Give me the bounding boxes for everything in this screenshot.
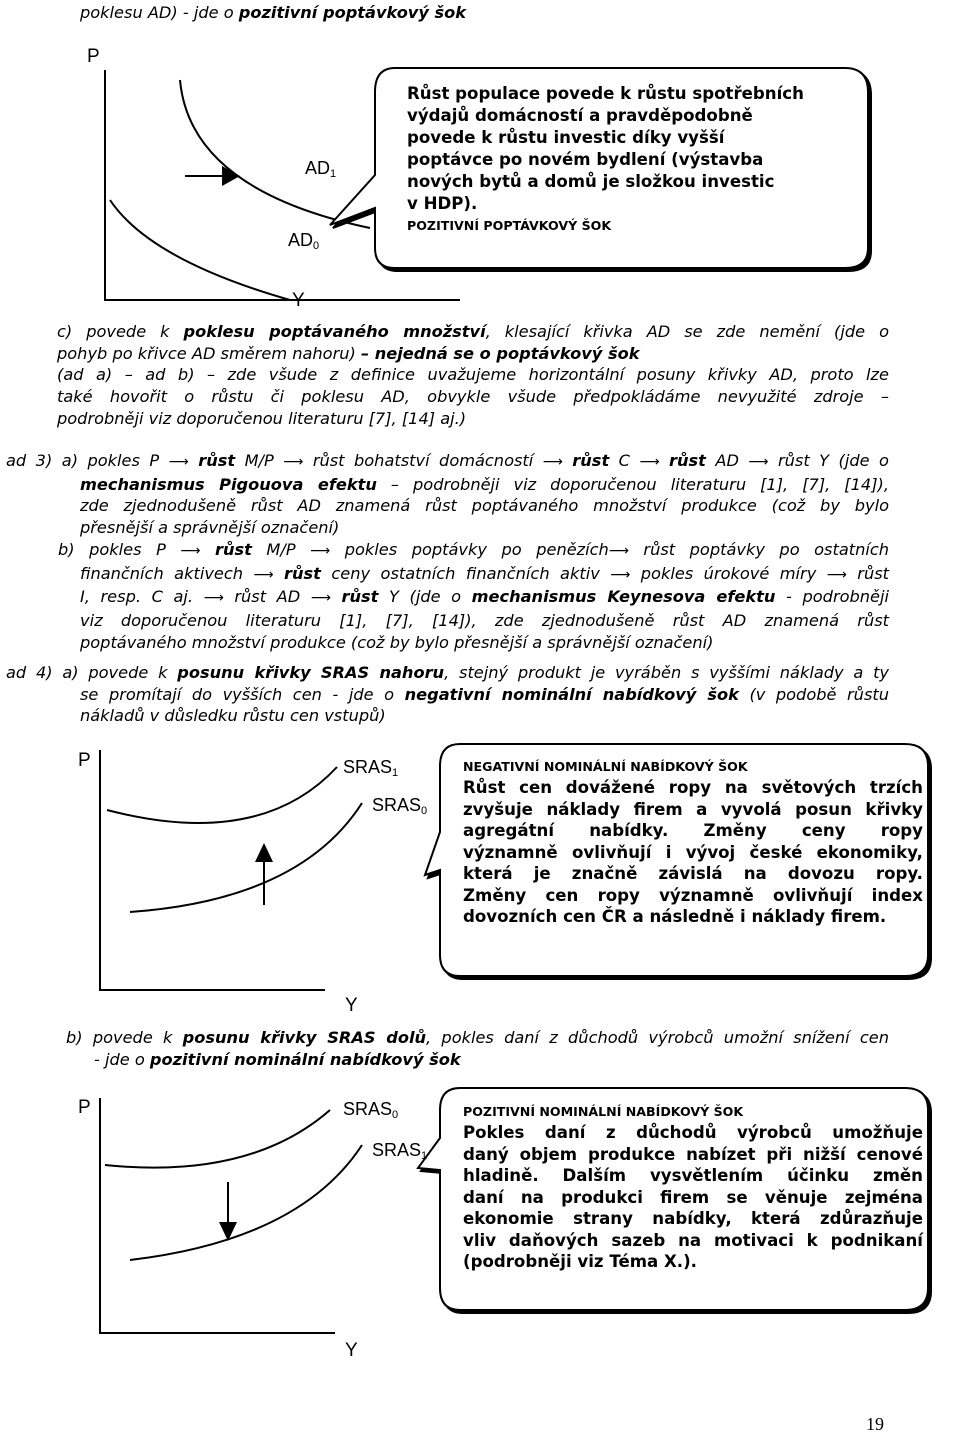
fig1-bubble-title: POZITIVNÍ POPTÁVKOVÝ ŠOK: [407, 218, 612, 233]
paragraph-b: b) povede k posunu křivky SRAS dolů, pokles daní z důchodů výrobců umožní snížení cen - jde o pozitivní nominální nabídkový šok: [66, 1028, 889, 1069]
paragraph-ad3: ad 3) a) pokles P ⟶ růst M/P ⟶ růst bohatství domácností ⟶ růst C ⟶ růst AD ⟶ růst Y (jde o mechanismus Pigouova efektu – podrobněji viz doporučenou literaturu [1], [7], [14]), zde zjednodušeně růst AD znamená růst poptávaného množství produkce (což by bylo přesnější a správnější označení) b) pokles P ⟶ růst M/P ⟶ pokles poptávky po penězích⟶ růst poptávky po ostatních finančních aktivech ⟶ růst ceny ostatních finančních aktiv ⟶ pokles úrokové míry ⟶ růst I, resp. C aj. ⟶ růst AD ⟶ růst Y (jde o mechanismus Keynesova efektu - podrobněji viz doporučenou literaturu [1], [7], [14]), zde zjednodušeně růst AD znamená růst poptávaného množství produkce (což by bylo přesnější a správnější označení): [6, 451, 889, 652]
top-line-emphasis: pozitivní poptávkový šok: [238, 3, 467, 22]
fig1-y-axis-label: Y: [292, 290, 305, 311]
fig1-ad0-curve: [110, 200, 290, 300]
fig2-sras0-label: $SRAS_0$: [372, 795, 428, 817]
fig3-y-axis-label: Y: [345, 1340, 358, 1361]
arrow-icon: ⟶: [748, 454, 769, 470]
fig3-bubble-text: POZITIVNÍ NOMINÁLNÍ NABÍDKOVÝ ŠOK Pokles daní z důchodů výrobců umožňuje daný objem produkce nabízet při nižší cenové hladině. Dalším vysvětlením účinku změn daní na produkci firem se věnuje zejména ekonomie strany nabídky, která zdůrazňuje vliv daňových sazeb na motivaci k podnikaní (podrobněji viz Téma X.).: [463, 1104, 923, 1271]
fig1-ad1-curve: [180, 80, 370, 228]
page-number: 19: [866, 1414, 884, 1434]
fig2-bubble-text: NEGATIVNÍ NOMINÁLNÍ NABÍDKOVÝ ŠOK Růst cen dovážené ropy na světových trzích zvyšuje náklady firem a vyvolá posun křivky agregátní nabídky. Změny ceny ropy významně ovlivňují i vývoj české ekonomiky, která je značně závislá na dovozu ropy. Změny cen ropy významně ovlivňují index dovozních cen ČR a následně i náklady firem.: [463, 759, 923, 926]
fig3-axes: [100, 1098, 335, 1333]
fig2-shift-arrow-up: [255, 843, 273, 905]
fig3-p-axis-label: P: [78, 1097, 91, 1118]
arrow-icon: ⟶: [203, 590, 224, 607]
fig2-sras1-label: $SRAS_1$: [343, 757, 399, 779]
fig3-sras1-curve: [130, 1145, 362, 1260]
top-line: poklesu AD) - jde o pozitivní poptávkový šok: [80, 3, 467, 22]
fig3-bubble-title: POZITIVNÍ NOMINÁLNÍ NABÍDKOVÝ ŠOK: [463, 1104, 744, 1119]
fig1-ad0-label: $AD_0$: [288, 230, 320, 252]
arrow-icon: ⟶: [168, 454, 189, 470]
fig2-sras1-curve: [107, 767, 337, 823]
fig1-ad1-label: $AD_1$: [305, 158, 337, 180]
arrow-icon: ⟶: [826, 566, 847, 583]
fig3-sras0-curve: [105, 1110, 330, 1168]
arrow-icon: ⟶: [542, 454, 563, 470]
fig2-sras0-curve: [130, 803, 362, 912]
fig3-shift-arrow-down: [219, 1182, 237, 1241]
paragraph-ad4: ad 4) a) povede k posunu křivky SRAS nahoru, stejný produkt je vyráběn s vyššími náklady a ty se promítají do vyšších cen - jde o negativní nominální nabídkový šok (v podobě růstu nákladů v důsledku růstu cen vstupů): [6, 663, 890, 726]
fig1-shift-arrow-right: [185, 166, 240, 186]
arrow-icon: ⟶: [639, 454, 660, 470]
arrow-icon: ⟶: [310, 590, 331, 607]
fig1-p-axis-label: P: [87, 46, 100, 67]
fig3-sras0-label: $SRAS_0$: [343, 1099, 399, 1121]
arrow-icon: ⟶: [180, 542, 201, 559]
fig2-bubble-title: NEGATIVNÍ NOMINÁLNÍ NABÍDKOVÝ ŠOK: [463, 759, 748, 774]
arrow-icon: ⟶: [310, 542, 331, 559]
fig1-bubble-text: Růst populace povede k růstu spotřebních výdajů domácností a pravděpodobně povede k růstu investic díky vyšší poptávce po novém bydlení (výstavba nových bytů a domů je složkou investic v HDP). POZITIVNÍ POPTÁVKOVÝ ŠOK: [407, 83, 847, 235]
arrow-icon: ⟶: [608, 542, 629, 559]
arrow-icon: ⟶: [610, 566, 631, 583]
fig3-sras1-label: $SRAS_1$: [372, 1140, 428, 1162]
fig2-p-axis-label: P: [78, 750, 91, 771]
arrow-icon: ⟶: [253, 566, 274, 583]
arrow-icon: ⟶: [283, 454, 304, 470]
paragraph-c: c) povede k poklesu poptávaného množství, klesající křivka AD se zde nemění (jde o pohyb po křivce AD směrem nahoru) – nejedná se o poptávkový šok (ad a) – ad b) – zde všude z definice uvažujeme horizontální posuny křivky AD, proto lze také hovořit o růstu či poklesu AD, obvykle všude předpokládáme nevyužité zdroje – podrobněji viz doporučenou literaturu [7], [14] aj.): [57, 322, 889, 428]
fig2-y-axis-label: Y: [345, 995, 358, 1016]
